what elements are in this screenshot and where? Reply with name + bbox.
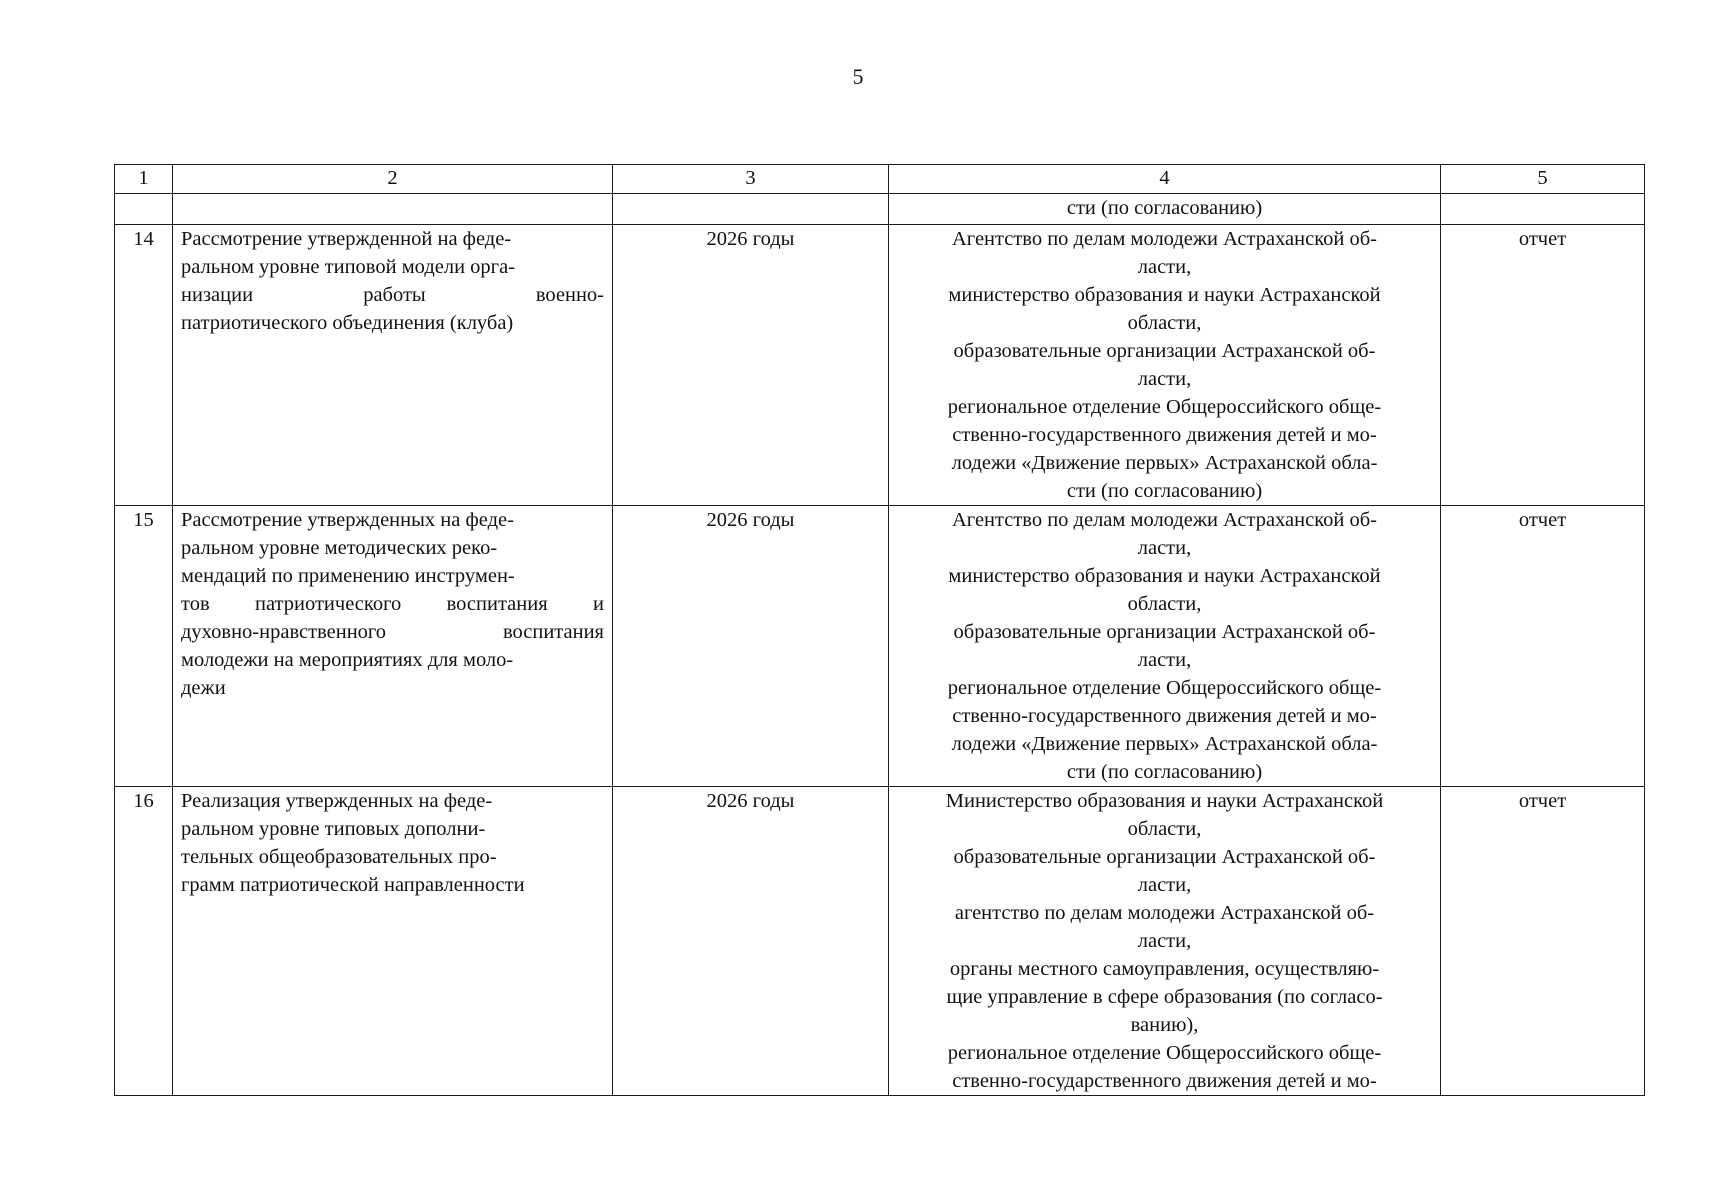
measure-title-line: ральном уровне типовой модели орга-	[181, 256, 516, 278]
executor-line: сти (по согласованию)	[1066, 480, 1263, 502]
measure-title-line: ральном уровне методических реко-	[181, 537, 498, 559]
table-cell	[115, 194, 173, 225]
executor-line: щие управление в сфере образования (по согласо-	[946, 986, 1383, 1008]
measure-title-line: ральном уровне типовых дополни-	[181, 818, 486, 840]
header-cell: 4	[889, 165, 1441, 194]
executor-line: образовательные организации Астраханской об-	[953, 846, 1376, 868]
executor-line: сти (по согласованию)	[1066, 761, 1263, 783]
measure-title	[173, 787, 613, 1096]
report-form: отчет	[1441, 787, 1645, 1096]
row-number: 16	[115, 787, 173, 1096]
row-number: 15	[115, 506, 173, 787]
executor-line: региональное отделение Общероссийского обще-	[947, 677, 1382, 699]
measure-title-line: тов патриотического воспитания и	[181, 593, 604, 615]
executors	[889, 225, 1441, 506]
executors	[889, 787, 1441, 1096]
measure-title-line: Рассмотрение утвержденной на феде-	[181, 228, 512, 250]
executor-line: ласти,	[1137, 930, 1192, 952]
measure-title-line: дежи	[181, 677, 226, 699]
executor-line: ласти,	[1137, 368, 1192, 390]
executor-line: региональное отделение Общероссийского обще-	[947, 1042, 1382, 1064]
executors	[889, 506, 1441, 787]
measure-title-line: мендаций по применению инструмен-	[181, 565, 515, 587]
measure-title	[173, 506, 613, 787]
table-cell	[613, 194, 889, 225]
executor-line: ванию),	[1130, 1014, 1199, 1036]
executor-line: области,	[1127, 593, 1202, 615]
table-row	[115, 506, 1645, 787]
executor-line: ласти,	[1137, 649, 1192, 671]
table-header-row	[115, 165, 1645, 194]
report-form: отчет	[1441, 225, 1645, 506]
executor-line: ственно-государственного движения детей и мо-	[952, 705, 1377, 727]
header-cell: 3	[613, 165, 889, 194]
executor-line: лодежи «Движение первых» Астраханской обла-	[951, 452, 1378, 474]
period: 2026 годы	[613, 506, 889, 787]
header-cell: 2	[173, 165, 613, 194]
period: 2026 годы	[613, 225, 889, 506]
executor-line: ласти,	[1137, 874, 1192, 896]
executor-line: ственно-государственного движения детей и мо-	[952, 424, 1377, 446]
executor-line: образовательные организации Астраханской об-	[953, 621, 1376, 643]
executor-line: области,	[1127, 818, 1202, 840]
measure-title-line: низации работы военно-	[181, 284, 604, 306]
measure-title-line: молодежи на мероприятиях для моло-	[181, 649, 514, 671]
table-cell	[1441, 194, 1645, 225]
measure-title-line: духовно-нравственного воспитания	[181, 621, 604, 643]
executor-line: образовательные организации Астраханской об-	[953, 340, 1376, 362]
row-number: 14	[115, 225, 173, 506]
table-row	[115, 225, 1645, 506]
executor-line: министерство образования и науки Астраханской	[948, 284, 1381, 306]
header-cell: 1	[115, 165, 173, 194]
measure-title-line: Рассмотрение утвержденных на феде-	[181, 509, 514, 531]
page-number: 5	[852, 64, 864, 89]
executor-line: ственно-государственного движения детей и мо-	[952, 1070, 1377, 1092]
executor-line: ласти,	[1137, 256, 1192, 278]
executor-line: региональное отделение Общероссийского обще-	[947, 396, 1382, 418]
header-cell: 5	[1441, 165, 1645, 194]
executor-line: министерство образования и науки Астраханской	[948, 565, 1381, 587]
executor-line: Министерство образования и науки Астраханской	[945, 790, 1384, 812]
table-cell	[173, 194, 613, 225]
measure-title-line: патриотического объединения (клуба)	[181, 312, 514, 334]
report-form: отчет	[1441, 506, 1645, 787]
measure-title-line: грамм патриотической направленности	[181, 874, 525, 896]
measure-title-line: Реализация утвержденных на феде-	[181, 790, 493, 812]
executor-line: лодежи «Движение первых» Астраханской обла-	[951, 733, 1378, 755]
continuation-row	[115, 194, 1645, 225]
executor-line: Агентство по делам молодежи Астраханской об-	[952, 509, 1377, 531]
period: 2026 годы	[613, 787, 889, 1096]
table-row	[115, 787, 1645, 1096]
plan-table	[114, 164, 1645, 1096]
measure-title-line: тельных общеобразовательных про-	[181, 846, 497, 868]
executor-line: органы местного самоуправления, осуществляю-	[949, 958, 1380, 980]
measure-title	[173, 225, 613, 506]
executor-line: области,	[1127, 312, 1202, 334]
executor-line: ласти,	[1137, 537, 1192, 559]
executor-line: агентство по делам молодежи Астраханской об-	[954, 902, 1375, 924]
executors-continuation: сти (по согласованию)	[889, 194, 1441, 225]
executor-line: Агентство по делам молодежи Астраханской об-	[952, 228, 1377, 250]
